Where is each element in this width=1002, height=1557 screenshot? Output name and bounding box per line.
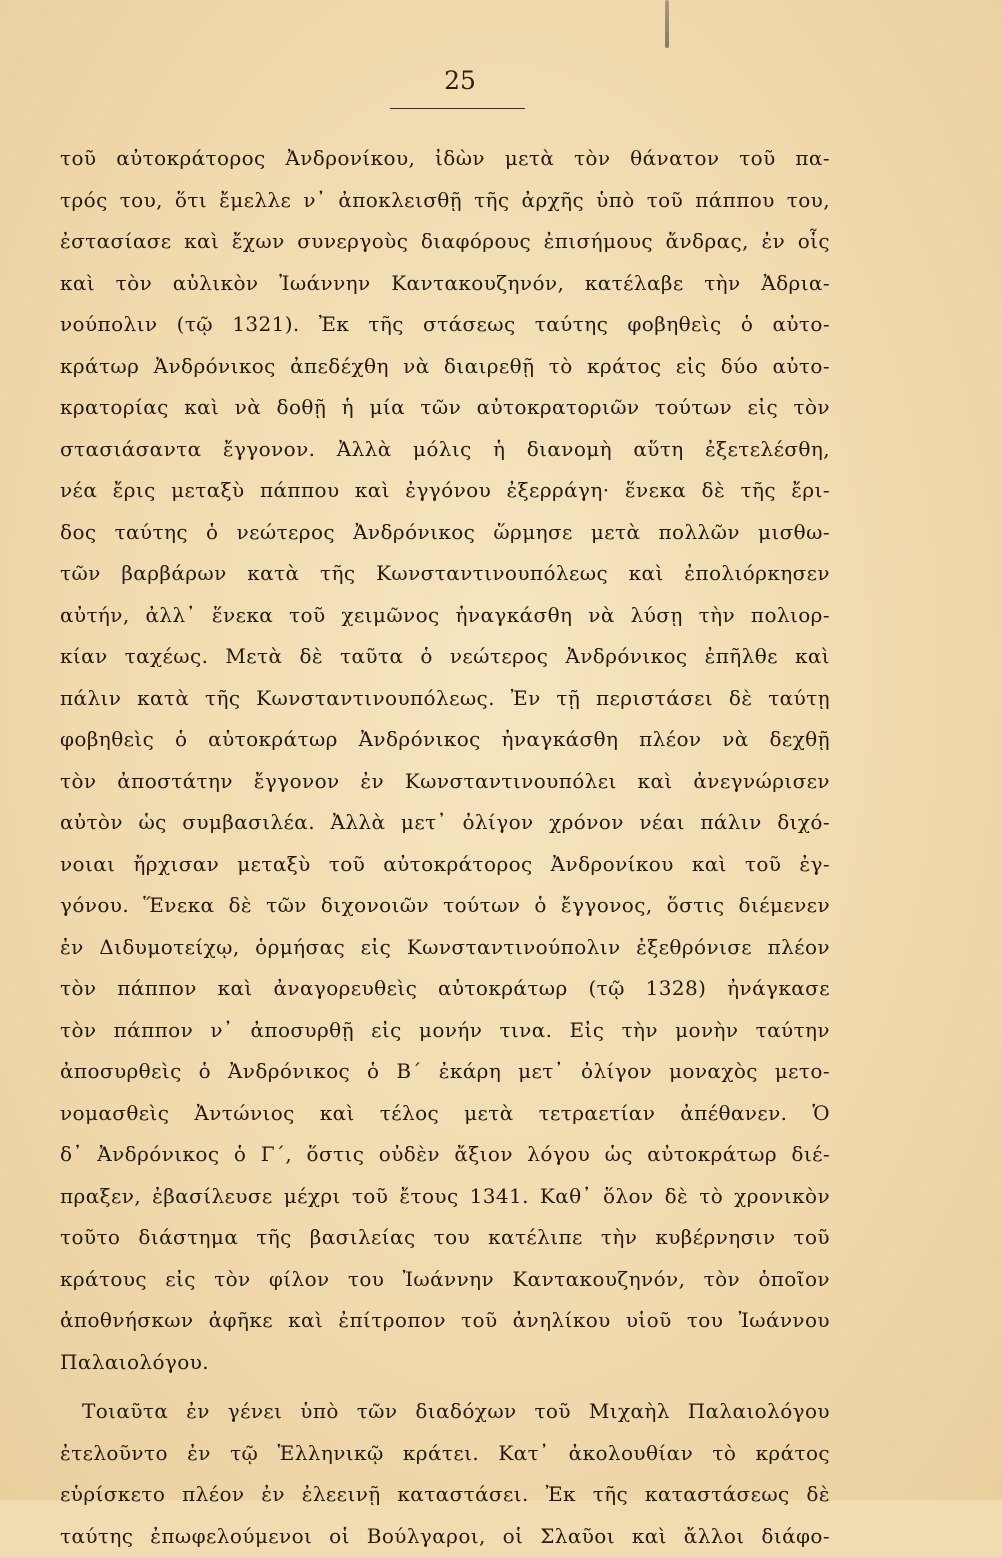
text-line: νέα ἔρις μεταξὺ πάππου καὶ ἐγγόνου ἐξερράγη· ἕνεκα δὲ τῆς ἔρι- — [60, 470, 830, 512]
paragraph-2 — [60, 1391, 830, 1557]
text-line: ταύτης ἐπωφελούμενοι οἱ Βούλγαροι, οἱ Σλαῦοι καὶ ἄλλοι διάφο- — [60, 1516, 830, 1557]
text-line: νομασθεὶς Ἀντώνιος καὶ τέλος μετὰ τετραετίαν ἀπέθανεν. Ὁ — [60, 1093, 830, 1135]
text-line: ἐστασίασε καὶ ἔχων συνεργοὺς διαφόρους ἐπισήμους ἄνδρας, ἐν οἷς — [60, 221, 830, 263]
text-line: ἀποσυρθεὶς ὁ Ἀνδρόνικος ὁ Β΄ ἐκάρη μετ᾽ ὀλίγον μοναχὸς μετο- — [60, 1051, 830, 1093]
text-line: δ᾽ Ἀνδρόνικος ὁ Γ΄, ὅστις οὐδὲν ἄξιον λόγου ὡς αὐτοκράτωρ διέ- — [60, 1134, 830, 1176]
paragraph-1 — [60, 138, 830, 1383]
text-line: στασιάσαντα ἔγγονον. Ἀλλὰ μόλις ἡ διανομὴ αὕτη ἐξετελέσθη, — [60, 429, 830, 471]
text-line: καὶ τὸν αὐλικὸν Ἰωάννην Καντακουζηνόν, κατέλαβε τὴν Ἀδρια- — [60, 263, 830, 305]
text-line: τὸν πάππον ν᾽ ἀποσυρθῇ εἰς μονήν τινα. Εἰς τὴν μονὴν ταύτην — [60, 1010, 830, 1052]
text-line: αὐτὸν ὡς συμβασιλέα. Ἀλλὰ μετ᾽ ὀλίγον χρόνον νέαι πάλιν διχό- — [60, 802, 830, 844]
text-line: φοβηθεὶς ὁ αὐτοκράτωρ Ἀνδρόνικος ἠναγκάσθη πλέον νὰ δεχθῇ — [60, 719, 830, 761]
text-line: νοιαι ἤρχισαν μεταξὺ τοῦ αὐτοκράτορος Ἀνδρονίκου καὶ τοῦ ἐγ- — [60, 844, 830, 886]
page-number: 25 — [0, 66, 920, 95]
text-line: αὐτήν, ἀλλ᾽ ἕνεκα τοῦ χειμῶνος ἠναγκάσθη νὰ λύσῃ τὴν πολιορ- — [60, 595, 830, 637]
text-line: νούπολιν (τῷ 1321). Ἐκ τῆς στάσεως ταύτης φοβηθεὶς ὁ αὐτο- — [60, 304, 830, 346]
text-line: τὸν πάππον καὶ ἀναγορευθεὶς αὐτοκράτωρ (τῷ 1328) ἠνάγκασε — [60, 968, 830, 1010]
text-line: ἐτελοῦντο ἐν τῷ Ἑλληνικῷ κράτει. Κατ᾽ ἀκολουθίαν τὸ κράτος — [60, 1433, 830, 1475]
text-line: τοῦτο διάστημα τῆς βασιλείας του κατέλιπε τὴν κυβέρνησιν τοῦ — [60, 1217, 830, 1259]
text-line: κρατορίας καὶ νὰ δοθῇ ἡ μία τῶν αὐτοκρατοριῶν τούτων εἰς τὸν — [60, 387, 830, 429]
text-line: τρός του, ὅτι ἔμελλε ν᾽ ἀποκλεισθῇ τῆς ἀρχῆς ὑπὸ τοῦ πάππου του, — [60, 180, 830, 222]
text-line: πραξεν, ἐβασίλευσε μέχρι τοῦ ἔτους 1341. Καθ᾽ ὅλον δὲ τὸ χρονικὸν — [60, 1176, 830, 1218]
text-line: τῶν βαρβάρων κατὰ τῆς Κωνσταντινουπόλεως καὶ ἐπολιόρκησεν — [60, 553, 830, 595]
paragraph-gap — [60, 1383, 830, 1391]
text-line: εὑρίσκετο πλέον ἐν ἐλεεινῇ καταστάσει. Ἐκ τῆς καταστάσεως δὲ — [60, 1474, 830, 1516]
text-line: ἀποθνήσκων ἀφῆκε καὶ ἐπίτροπον τοῦ ἀνηλίκου υἱοῦ του Ἰωάννου — [60, 1300, 830, 1342]
text-line: δος ταύτης ὁ νεώτερος Ἀνδρόνικος ὥρμησε μετὰ πολλῶν μισθω- — [60, 512, 830, 554]
body-text — [60, 138, 830, 1557]
text-line: Παλαιολόγου. — [60, 1342, 830, 1384]
text-line: κράτωρ Ἀνδρόνικος ἀπεδέχθη νὰ διαιρεθῇ τὸ κράτος εἰς δύο αὐτο- — [60, 346, 830, 388]
binding-mark — [665, 0, 669, 48]
text-line: τὸν ἀποστάτην ἔγγονον ἐν Κωνσταντινουπόλει καὶ ἀνεγνώρισεν — [60, 761, 830, 803]
text-line: κίαν ταχέως. Μετὰ δὲ ταῦτα ὁ νεώτερος Ἀνδρόνικος ἐπῆλθε καὶ — [60, 636, 830, 678]
page-number-rule — [390, 108, 525, 109]
text-line: τοῦ αὐτοκράτορος Ἀνδρονίκου, ἰδὼν μετὰ τὸν θάνατον τοῦ πα- — [60, 138, 830, 180]
text-line: Τοιαῦτα ἐν γένει ὑπὸ τῶν διαδόχων τοῦ Μιχαὴλ Παλαιολόγου — [60, 1391, 830, 1433]
text-line: γόνου. Ἕνεκα δὲ τῶν διχονοιῶν τούτων ὁ ἔγγονος, ὅστις διέμενεν — [60, 885, 830, 927]
text-line: πάλιν κατὰ τῆς Κωνσταντινουπόλεως. Ἐν τῇ περιστάσει δὲ ταύτῃ — [60, 678, 830, 720]
text-line: κράτους εἰς τὸν φίλον του Ἰωάννην Καντακουζηνόν, τὸν ὁποῖον — [60, 1259, 830, 1301]
text-line: ἐν Διδυμοτείχῳ, ὁρμήσας εἰς Κωνσταντινούπολιν ἐξεθρόνισε πλέον — [60, 927, 830, 969]
